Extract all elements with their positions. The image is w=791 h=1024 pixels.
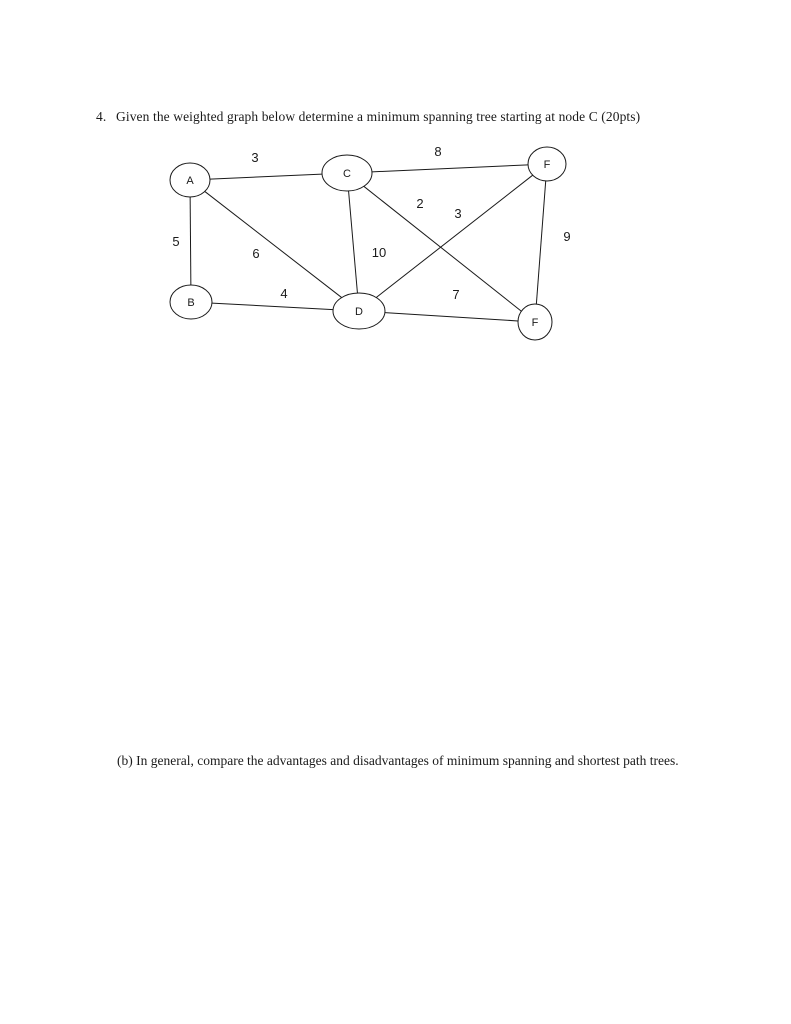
node-D <box>333 293 385 329</box>
edge-weight-D-E: 3 <box>454 206 462 221</box>
node-F <box>518 304 552 340</box>
edge-weight-C-F: 2 <box>416 196 424 211</box>
node-C <box>322 155 372 191</box>
edge-D-F <box>385 313 518 321</box>
node-label: C <box>343 168 351 180</box>
edge-A-D <box>205 191 342 297</box>
edge-weight-A-C: 3 <box>251 150 259 165</box>
edge-weight-C-D: 10 <box>371 245 387 260</box>
node-A <box>170 163 210 197</box>
node-B <box>170 285 212 319</box>
edge-weight-E-F: 9 <box>563 229 571 244</box>
part-b-question: (b) In general, compare the advantages and disadvantages of minimum spanning and shortest path trees. <box>117 753 679 768</box>
edge-weight-A-D: 6 <box>252 246 260 261</box>
weighted-graph <box>0 0 791 420</box>
question-number: 4. <box>96 109 107 124</box>
edge-D-E <box>376 175 532 297</box>
edge-A-C <box>210 174 322 179</box>
edge-C-E <box>372 165 528 172</box>
edge-A-B <box>190 197 191 285</box>
edge-weight-D-F: 7 <box>452 287 460 302</box>
edge-E-F <box>536 181 545 304</box>
node-label: F <box>531 317 539 329</box>
edge-C-D <box>349 191 358 293</box>
node-E <box>528 147 566 181</box>
edge-weight-B-D: 4 <box>280 286 288 301</box>
node-label: B <box>187 297 195 309</box>
question-text: Given the weighted graph below determine a minimum spanning tree starting at node C (20pts) <box>116 109 641 124</box>
edge-weight-A-B: 5 <box>172 234 180 249</box>
edge-B-D <box>212 303 333 309</box>
edge-weight-C-E: 8 <box>434 144 442 159</box>
node-label: A <box>186 175 194 187</box>
node-label: D <box>355 306 363 318</box>
node-label: F <box>543 159 551 171</box>
edge-C-F <box>364 186 522 311</box>
